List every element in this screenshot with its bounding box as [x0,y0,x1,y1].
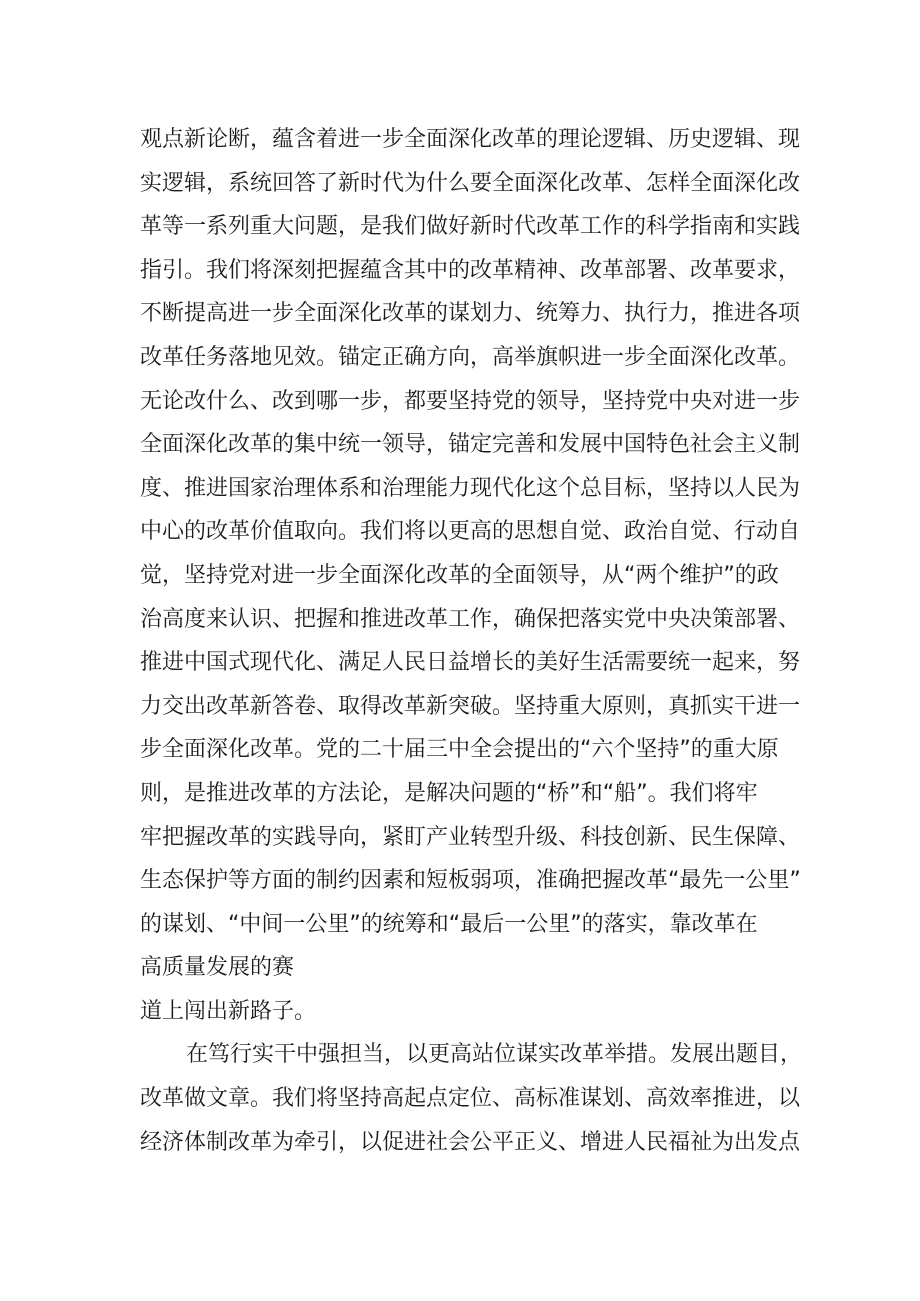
text-line: 革等一系列重大问题，是我们做好新时代改革工作的科学指南和实践 [140,214,801,240]
text-line: 生态保护等方面的制约因素和短板弱项，准确把握改革“最先一公里” [140,868,801,894]
text-line: 指引。我们将深刻把握蕴含其中的改革精神、改革部署、改革要求， [140,257,801,283]
text-line: 度、推进国家治理体系和治理能力现代化这个总目标，坚持以人民为 [140,475,801,501]
text-line: 高质量发展的赛 [140,955,295,981]
text-line: 则，是推进改革的方法论，是解决问题的“桥”和“船”。我们将牢 [140,780,758,806]
text-line: 观点新论断，蕴含着进一步全面深化改革的理论逻辑、历史逻辑、现 [140,127,801,152]
text-line: 不断提高进一步全面深化改革的谋划力、统筹力、执行力，推进各项 [140,301,801,327]
text-line: 实逻辑，系统回答了新时代为什么要全面深化改革、怎样全面深化改 [140,170,801,196]
body-text [140,118,803,1164]
text-line: 中心的改革价值取向。我们将以更高的思想自觉、政治自觉、行动自 [140,519,801,545]
text-line: 力交出改革新答卷、取得改革新突破。坚持重大原则，真抓实干进一 [140,693,801,719]
text-line: 治高度来认识、把握和推进改革工作，确保把落实党中央决策部署、 [140,606,801,632]
text-line: 的谋划、“中间一公里”的统筹和“最后一公里”的落实，靠改革在 [140,911,758,937]
text-line: 改革做文章。我们将坚持高起点定位、高标准谋划、高效率推进，以 [140,1086,801,1112]
text-line: 无论改什么、改到哪一步，都要坚持党的领导，坚持党中央对进一步 [140,388,801,414]
text-line: 改革任务落地见效。锚定正确方向，高举旗帜进一步全面深化改革。 [140,344,801,370]
text-line: 步全面深化改革。党的二十届三中全会提出的“六个坚持”的重大原 [140,737,779,763]
text-line: 觉，坚持党对进一步全面深化改革的全面领导，从“两个维护”的政 [140,562,779,588]
text-line: 全面深化改革的集中统一领导，锚定完善和发展中国特色社会主义制 [140,432,801,458]
text-line: 牢把握改革的实践导向，紧盯产业转型升级、科技创新、民生保障、 [140,824,801,850]
text-line: 推进中国式现代化、满足人民日益增长的美好生活需要统一起来，努 [140,650,801,676]
paragraph-first-line: 在笃行实干中强担当，以更高站位谋实改革举措。发展出题目， [186,1042,803,1068]
text-line: 道上闯出新路子。 [140,998,317,1024]
text-line: 经济体制改革为牵引，以促进社会公平正义、增进人民福祉为出发点 [140,1129,801,1155]
